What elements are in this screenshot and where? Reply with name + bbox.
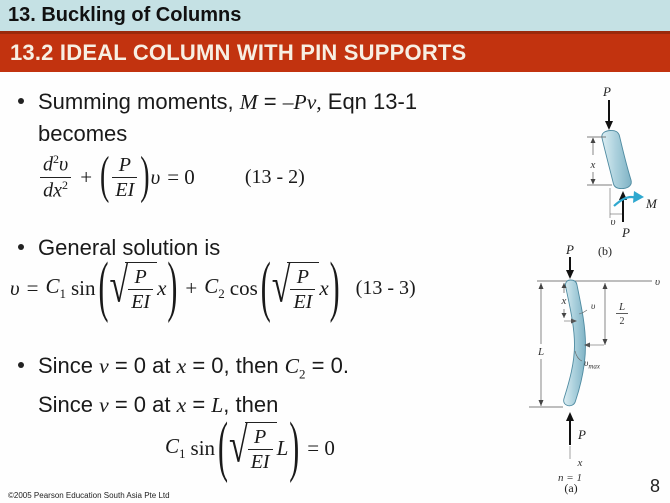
right-paren: ) xyxy=(329,249,340,324)
half-L-denominator: 2 xyxy=(619,316,625,327)
bullet-text xyxy=(38,86,417,149)
buckled-column-segment xyxy=(602,130,631,188)
arrowhead xyxy=(539,400,544,406)
load-label-bottom: P xyxy=(578,427,586,442)
bullet-icon xyxy=(18,98,24,104)
arrowhead xyxy=(605,121,613,130)
section-header xyxy=(0,31,670,72)
load-label-top: P xyxy=(603,84,611,99)
arrowhead xyxy=(566,270,574,279)
arrowhead xyxy=(603,283,608,289)
bullet-boundary-conditions xyxy=(18,350,518,421)
figure-caption: (a) xyxy=(564,481,578,495)
left-paren: ( xyxy=(98,249,109,324)
moment-label: M xyxy=(646,196,657,211)
arrowhead xyxy=(591,179,596,185)
vmax-label: υmax xyxy=(584,359,601,371)
bullet1-line1: Summing moments, M = –Pν, Eqn 13-1 xyxy=(38,89,418,114)
arrowhead xyxy=(603,339,608,345)
arrowhead xyxy=(633,191,644,203)
arrowhead xyxy=(539,283,544,289)
deflection-label: υ xyxy=(610,216,616,228)
x-axis-label: x xyxy=(577,457,583,469)
mode-label: n = 1 xyxy=(558,472,582,484)
bullet3-line1: Since ν = 0 at x = 0, then $C_2 = 0$. xyxy=(38,353,349,382)
deflection-label: υ xyxy=(591,302,596,312)
left-paren: ( xyxy=(100,147,110,205)
C1-term: $C_1$ xyxy=(165,433,186,462)
right-paren: ) xyxy=(289,409,300,484)
figure-b-column-segment xyxy=(540,75,670,265)
radical-sign: √ xyxy=(271,259,291,314)
figure-caption: (b) xyxy=(598,244,612,258)
buckled-column xyxy=(564,280,586,406)
arrowhead xyxy=(562,313,567,318)
sqrt-P-EI: √ $\frac{P}{EI}$ xyxy=(110,262,158,314)
bullet-text xyxy=(38,350,349,421)
load-label-top: P xyxy=(566,242,574,257)
chapter-header xyxy=(0,0,670,31)
v-axis-label: υ xyxy=(655,276,661,288)
bullet-general-solution xyxy=(18,232,220,263)
half-L-numerator: L xyxy=(618,301,626,313)
x-dimension-label: x xyxy=(590,159,596,171)
arrowhead xyxy=(566,412,574,421)
equation-boundary: $C_1$ sin ( √ $\frac{P}{EI}$ L ) = 0 xyxy=(165,409,335,484)
bullet-summing-moments xyxy=(18,86,528,149)
page-number: 8 xyxy=(649,476,660,496)
bullet-icon xyxy=(18,362,24,368)
sqrt-P-EI: √ $\frac{P}{EI}$ xyxy=(272,262,320,314)
equation-13-2: $\frac{d^2\upsilon}{dx^2}$ + ( $\frac{P}{EI}$ ) υ = 0 (13 - 2) xyxy=(38,152,305,202)
fraction-P-EI: $\frac{P}{EI}$ xyxy=(112,153,137,202)
equation-number: (13 - 3) xyxy=(355,276,416,299)
left-paren: ( xyxy=(218,409,229,484)
equation-13-3: υ = $C_1$ sin ( √ $\frac{P}{EI}$ x ) + $C_2$ cos ( √ $\frac{P}{EI}$ x ) (13 - 3) xyxy=(10,249,416,324)
fraction-d2v-dx2: $\frac{d^2\upsilon}{dx^2}$ xyxy=(40,152,71,202)
radical-sign: √ xyxy=(229,419,248,474)
arrowhead xyxy=(591,138,596,144)
load-label-bottom: P xyxy=(622,225,630,240)
chapter-title: 13. Buckling of Columns xyxy=(8,4,242,26)
bullet-icon xyxy=(18,244,24,250)
moment-arrow xyxy=(614,197,636,206)
radical-sign: √ xyxy=(109,259,129,314)
bullet-text: General solution is xyxy=(38,235,221,260)
section-title: 13.2 IDEAL COLUMN WITH PIN SUPPORTS xyxy=(10,40,467,65)
C2-term: $C_2$ xyxy=(204,273,225,302)
x-dimension-label: x xyxy=(561,295,567,307)
L-dimension-label: L xyxy=(537,346,545,358)
right-paren: ) xyxy=(167,249,178,324)
equation-number: (13 - 2) xyxy=(244,165,305,188)
figure-a-pin-column xyxy=(525,240,670,495)
bullet1-line2: becomes xyxy=(38,121,128,146)
bullet3-line2: Since ν = 0 at x = L, then xyxy=(38,392,279,418)
left-paren: ( xyxy=(260,249,271,324)
copyright-notice: ©2005 Pearson Education South Asia Pte Ltd xyxy=(8,491,170,500)
sqrt-P-EI: √ $\frac{P}{EI}$ xyxy=(229,422,277,474)
C1-term: $C_1$ xyxy=(45,273,66,302)
right-paren: ) xyxy=(140,147,150,205)
slide-content xyxy=(0,72,670,503)
